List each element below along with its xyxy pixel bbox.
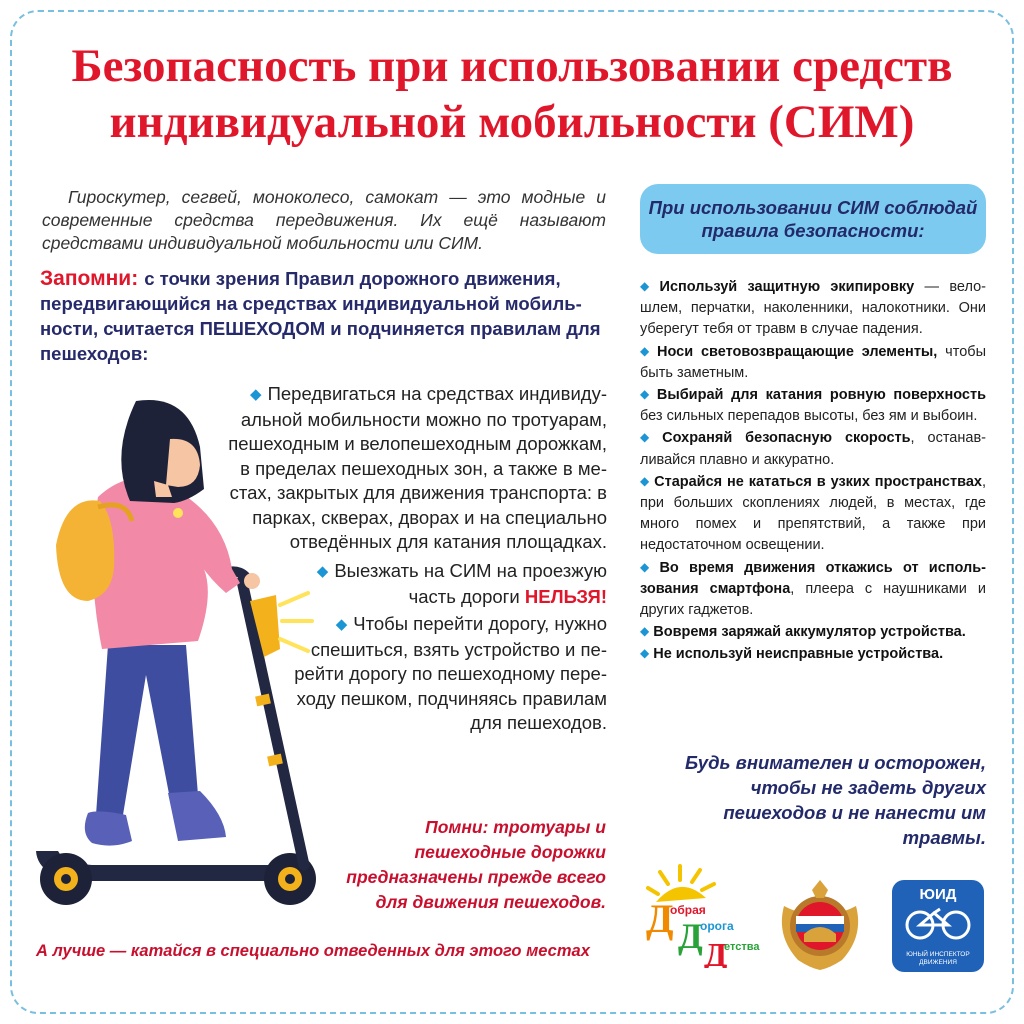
footer-left: А лучше — катайся в специально отведенных для этого местах — [36, 942, 590, 960]
diamond-bullet-icon: ◆ — [640, 646, 650, 661]
diamond-bullet-icon: ◆ — [250, 386, 262, 403]
diamond-bullet-icon: ◆ — [640, 387, 653, 402]
page-title: Безопасность при использовании средств индивидуальной мобильности (СИМ) — [71, 40, 953, 148]
rules-list — [640, 276, 986, 666]
yuid-title: ЮИД — [919, 886, 957, 903]
ddd-word-1: обрая — [670, 903, 706, 917]
traffic-police-emblem-icon — [774, 876, 866, 972]
diamond-bullet-icon: ◆ — [316, 563, 329, 580]
diamond-bullet-icon: ◆ — [640, 430, 659, 445]
ddd-word-2: орога — [700, 919, 734, 933]
left-bullet-2: ◆ Выезжать на СИМ на проезжую часть дороги НЕЛЬЗЯ! — [316, 560, 607, 607]
left-bullet-1: ◆ Передвигаться на средствах индивидуальной мобильности можно по тротуарам, пешеходным и велопешеходным дорожкам, в пределах пешеходных зон, а также в местах, закрытых для движения транспорта: в парках, скверах, дворах и на специально отведённых для катания площадках. — [228, 383, 607, 552]
rule-item: ◆ Выбирай для катания ровную поверхность без сильных перепадов высоты, без ям и выбоин. — [640, 387, 986, 425]
remember-text: с точки зрения Правил дорожного движения, передвигающийся на средствах индивидуальной мобильности, считается ПЕШЕХОДОМ и подчиняется правилам для пешеходов: — [40, 268, 601, 364]
diamond-bullet-icon: ◆ — [640, 279, 656, 293]
yuid-logo — [892, 880, 984, 972]
ddd-letter-3: Д — [704, 937, 728, 968]
traffic-police-emblem — [774, 876, 866, 972]
diamond-bullet-icon: ◆ — [335, 616, 348, 633]
rule-item: ◆ Используй защитную экипировку — велошлем, перчатки, наколенники, налокотники. Они уберегут тебя от травм в случае падения. — [640, 279, 986, 338]
diamond-bullet-icon: ◆ — [640, 473, 651, 488]
rule-item: ◆ Носи световозвращающие элементы, чтобы быть заметным. — [640, 343, 986, 381]
memo-right: Будь внимателен и осторожен, чтобы не задеть других пешеходов и не нанести им травмы. — [684, 752, 986, 848]
rule-item: ◆ Во время движения откажись от использования смартфона, плеера с наушниками и других гаджетов. — [640, 559, 986, 619]
ddd-letter-2: Д — [678, 916, 703, 956]
rule-item: ◆ Старайся не кататься в узких пространствах, при больших скоплениях людей, в местах, где много помех и препятствий, а также при недостаточном освещении. — [640, 473, 986, 554]
bicycle-icon — [892, 903, 984, 947]
scooter-illustration-icon — [28, 395, 328, 915]
left-bullet-3: ◆ Чтобы перейти дорогу, нужно спешиться, взять устройство и перейти дорогу по пешеходному переходу пешком, подчиняясь правилам для пешеходов. — [294, 613, 607, 733]
girl-on-scooter-illustration — [28, 395, 328, 915]
rule-item: ◆ Сохраняй безопасную скорость, останавливайся плавно и аккуратно. — [640, 430, 986, 468]
diamond-bullet-icon: ◆ — [640, 343, 654, 358]
ddd-word-3: етства — [724, 941, 760, 953]
forbidden-emphasis: НЕЛЬЗЯ! — [524, 585, 607, 607]
rule-item: ◆ Вовремя заряжай аккумулятор устройства. — [640, 624, 966, 641]
rules-header-panel: При использовании СИМ соблюдай правила безопасности: — [640, 184, 986, 254]
dobraya-doroga-detstva-logo — [640, 858, 760, 968]
yuid-subtitle: ЮНЫЙ ИНСПЕКТОР ДВИЖЕНИЯ — [906, 951, 970, 966]
rule-item: ◆ Не используй неисправные устройства. — [640, 646, 944, 663]
ddd-letter-1: Д — [646, 896, 674, 941]
remember-lead: Запомни: — [40, 267, 139, 290]
dobraya-doroga-detstva-icon — [640, 858, 760, 968]
memo-left: Помни: тротуары и пешеходные дорожки предназначены прежде всего для движения пешеходов. — [346, 817, 606, 912]
intro-paragraph: Гироскутер, сегвей, моноколесо, самокат — это модные и современные средства передвижения. Их ещё называют средствами индивидуальной мобильности или СИМ. — [42, 187, 606, 253]
diamond-bullet-icon: ◆ — [640, 559, 656, 574]
diamond-bullet-icon: ◆ — [640, 624, 650, 639]
remember-block — [40, 266, 606, 366]
